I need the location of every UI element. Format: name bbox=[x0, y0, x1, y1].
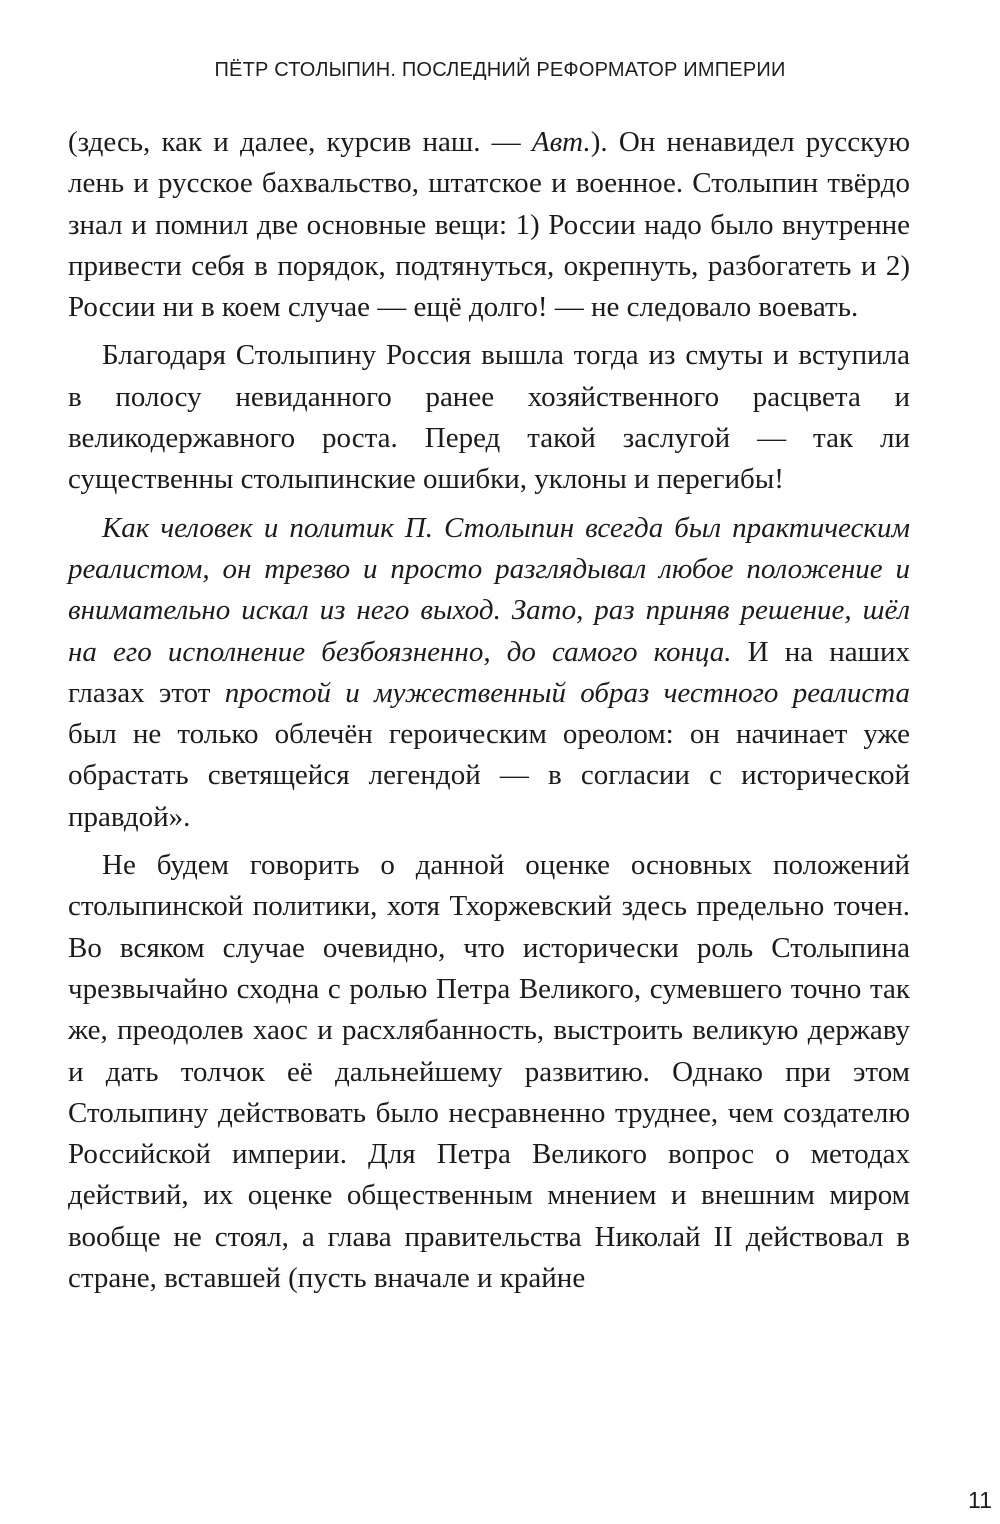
paragraph-3-part-b: И на наших глазах этот bbox=[68, 635, 911, 709]
paragraph-3 bbox=[68, 508, 910, 838]
paragraph-1-author-note: Авт. bbox=[531, 126, 591, 158]
paragraph-3-italic-a: Как человек и политик П. Столыпин всегда был практическим реалистом, он трезво и просто разглядывал любое положение и внимательно искал из него выход. Зато, раз приняв решение, шёл на его исполнение безбоязненно, до самого конца. bbox=[68, 511, 910, 668]
body-text bbox=[68, 122, 910, 1299]
paragraph-4: Не будем говорить о данной оценке основных положений столыпинской политики, хотя Тхоржевский здесь предельно точен. Во всяком случае очевидно, что исторически роль Столыпина чрезвычайно сходна с ролью Петра Великого, сумевшего точно так же, преодолев хаос и расхлябанность, выстроить великую державу и дать толчок её дальнейшему развитию. Однако при этом Столыпину действовать было несравненно труднее, чем создателю Российской империи. Для Петра Великого вопрос о методах действий, их оценке общественным мнением и внешним миром вообще не стоял, а глава правительства Николай II действовал в стране, вставшей (пусть вначале и крайне bbox=[68, 849, 910, 1295]
paragraph-1-part-a: (здесь, как и далее, курсив наш. — bbox=[68, 126, 532, 158]
paragraph-3-part-d: был не только облечён героическим ореолом: он начинает уже обрастать светящейся легендой — в согласии с исторической правдой». bbox=[68, 718, 910, 833]
paragraph-3-italic-c: простой и мужественный образ честного реалиста bbox=[224, 676, 910, 709]
running-header: ПЁТР СТОЛЫПИН. ПОСЛЕДНИЙ РЕФОРМАТОР ИМПЕРИИ bbox=[214, 59, 786, 81]
paragraph-1-part-c: ). Он ненавидел русскую лень и русское бахвальство, штатское и военное. Столыпин твёрдо знал и помнил две основные вещи: 1) России надо было внутренне привести себя в порядок, подтянуться, окрепнуть, разбогатеть и 2) России ни в коем случае — ещё долго! — не следовало воевать. bbox=[68, 126, 910, 324]
page-number: 11 bbox=[968, 1487, 992, 1513]
paragraph-1 bbox=[68, 122, 910, 328]
paragraph-2: Благодаря Столыпину Россия вышла тогда из смуты и вступила в полосу невиданного ранее хозяйственного расцвета и великодержавного роста. Перед такой заслугой — так ли существенны столыпинские ошибки, уклоны и перегибы! bbox=[68, 339, 910, 496]
